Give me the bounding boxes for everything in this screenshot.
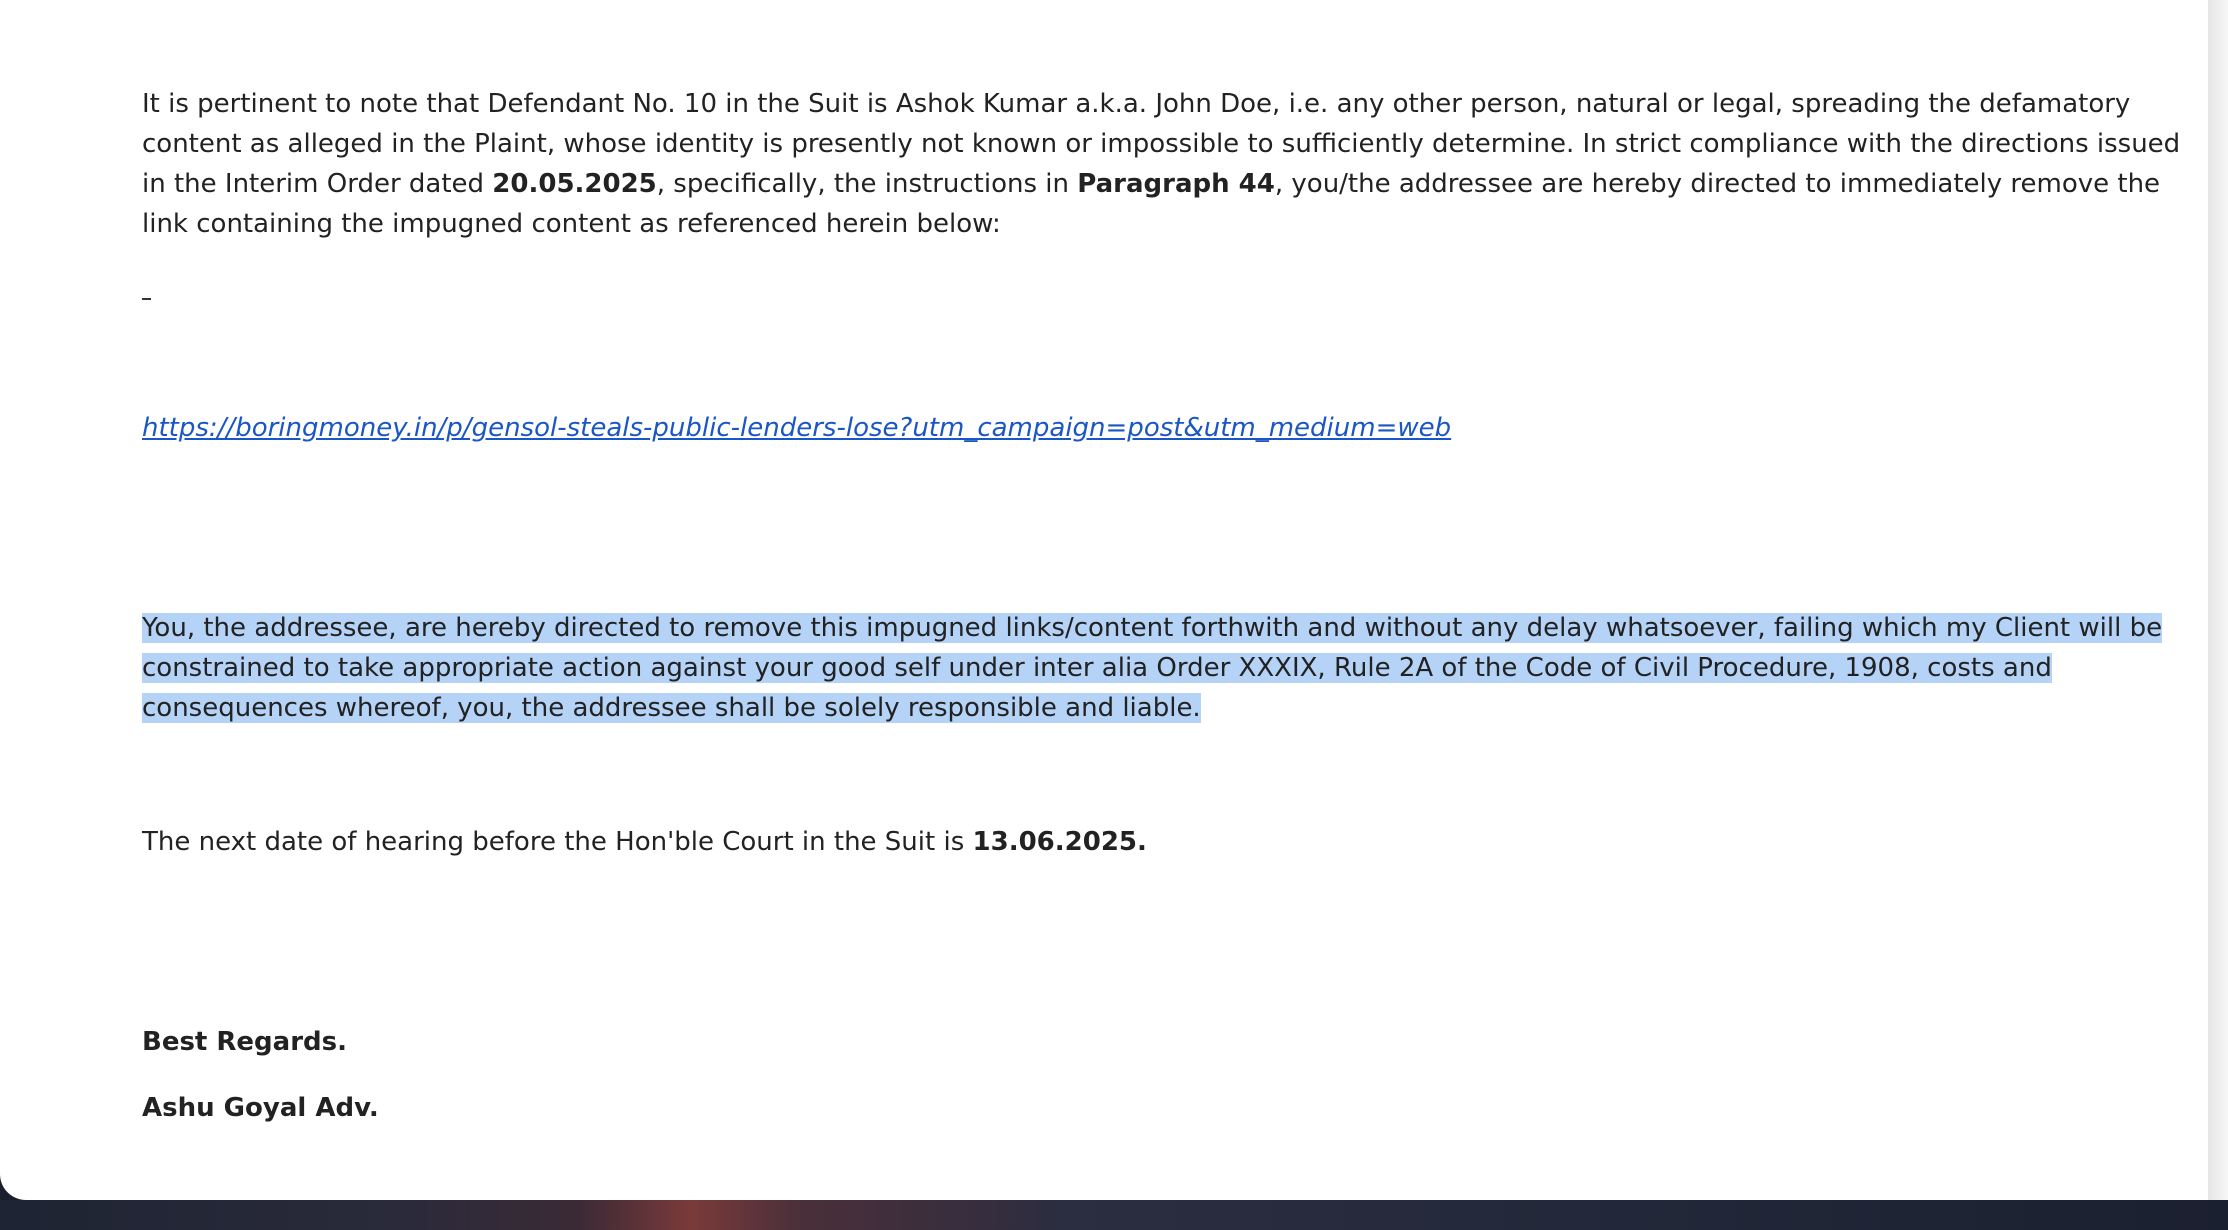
window-scroll-edge[interactable]	[2208, 0, 2228, 1200]
dash-mark	[142, 298, 151, 300]
desktop-background	[0, 1200, 2228, 1230]
intro-text-1: It is pertinent to note that Defendant No. 10 in the Suit is Ashok Kumar a.k.a. John Doe, i.e. any other person, natural or legal, spreading the defamatory content as alleged in the Plaint, whose identity is presently not known or impossible to sufficiently determine. In strict compliance with the directions issued in the Interim Order dated	[142, 89, 2181, 199]
hearing-date: 13.06.2025.	[972, 827, 1147, 857]
interim-order-date: 20.05.2025	[492, 169, 657, 199]
paragraph-reference: Paragraph 44	[1077, 169, 1275, 199]
intro-text-2: , specifically, the instructions in	[656, 169, 1078, 199]
selected-direction-text[interactable]: You, the addressee, are hereby directed to remove this impugned links/content forthwith and without any delay whatsoever, failing which my Client will be constrained to take appropriate action against your good self under inter alia Order XXXIX, Rule 2A of the Code of Civil Procedure, 1908, costs and consequences whereof, you, the addressee shall be solely responsible and liable.	[142, 613, 2163, 723]
hearing-text: The next date of hearing before the Hon'ble Court in the Suit is	[142, 827, 973, 857]
email-body	[142, 84, 2182, 1123]
hearing-paragraph	[142, 822, 1147, 862]
impugned-link[interactable]: https://boringmoney.in/p/gensol-steals-public-lenders-lose?utm_campaign=post&utm_medium=web	[142, 413, 1452, 443]
intro-paragraph	[142, 84, 2182, 244]
intro-text-3: , you/the addressee are hereby directed to immediately remove the link containing the impugned content as referenced herein below:	[142, 169, 2161, 239]
closing-regards: Best Regards.	[142, 1027, 348, 1057]
signature: Ashu Goyal Adv.	[142, 1093, 379, 1123]
direction-paragraph	[142, 608, 2186, 728]
